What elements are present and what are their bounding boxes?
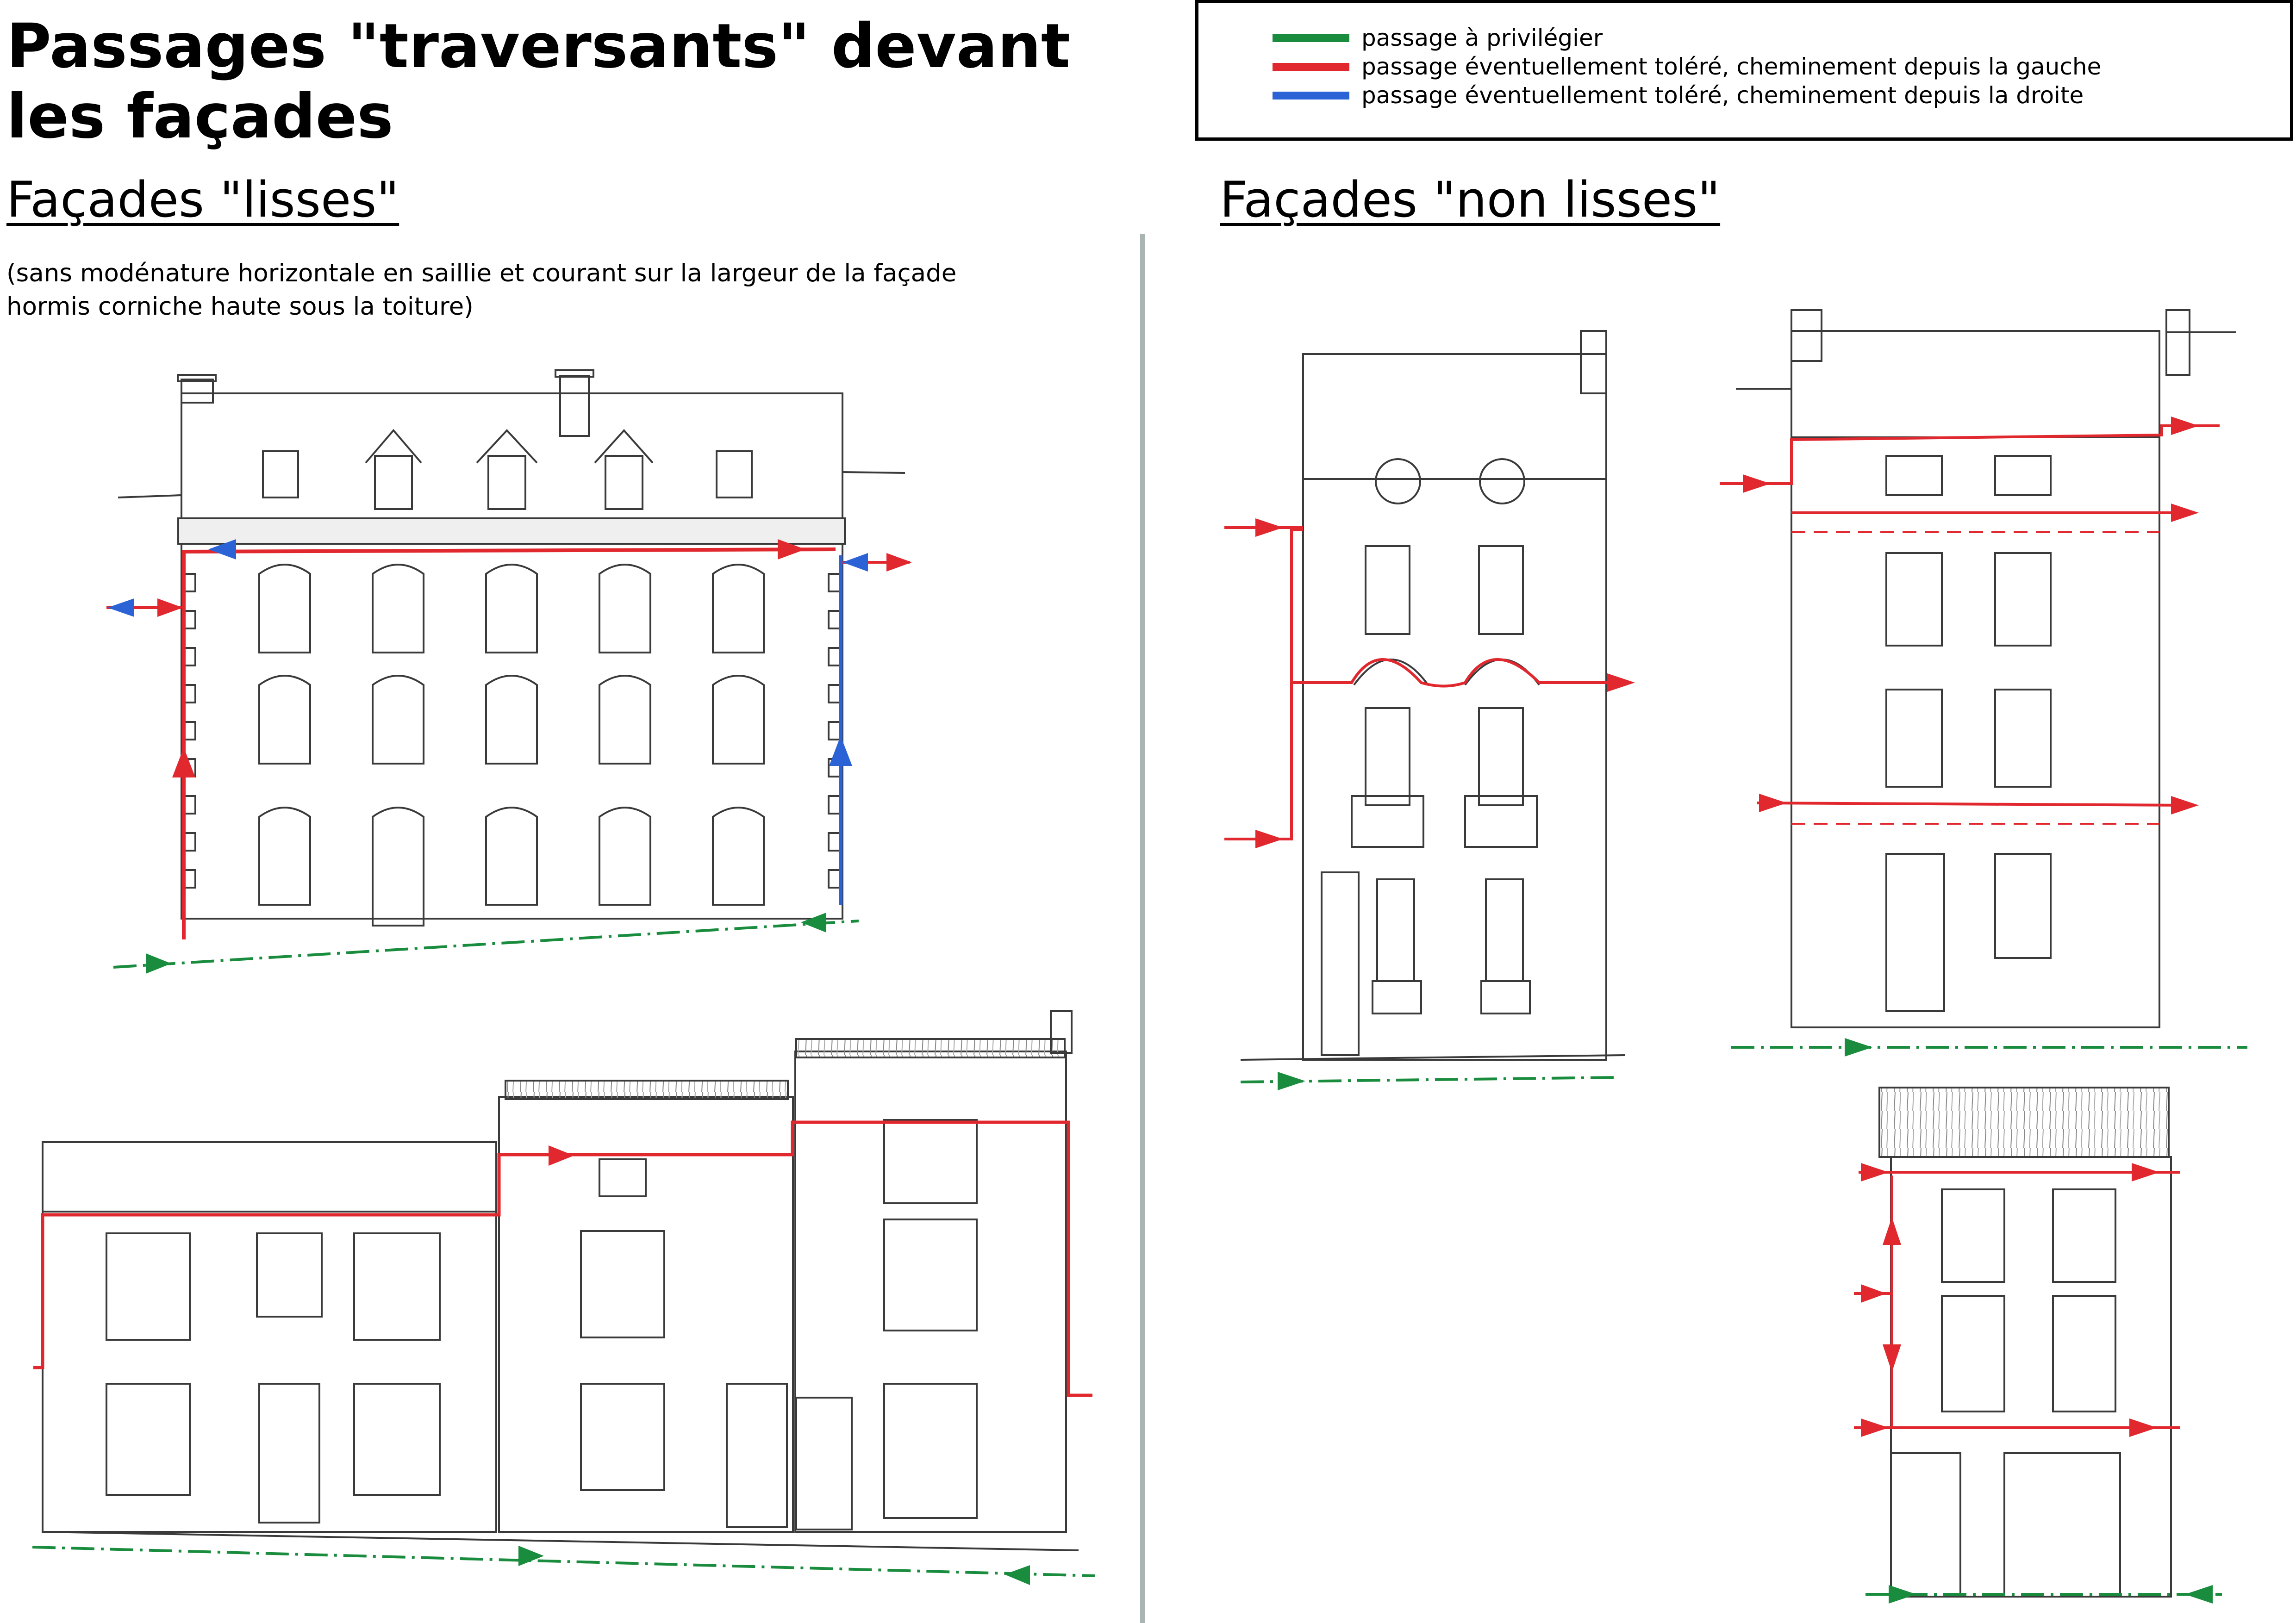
- legend-item-blue: [1273, 81, 2084, 109]
- buildings-smooth-bottom: [43, 1011, 1079, 1550]
- building-nonsmooth-c: [1879, 1088, 2171, 1597]
- legend-swatch-red: [1273, 63, 1349, 71]
- passages-nonsmooth-b: [1720, 417, 2247, 1057]
- passages-nonsmooth-c: [1854, 1163, 2222, 1604]
- legend-label: passage à privilégier: [1361, 25, 1603, 51]
- section-heading-nonsmooth: Façades "non lisses": [1220, 171, 1721, 228]
- legend-swatch-green: [1273, 34, 1349, 42]
- passages-nonsmooth-a: [1224, 518, 1635, 1090]
- legend-item-red: [1273, 53, 2101, 81]
- legend-swatch-blue: [1273, 92, 1349, 99]
- legend: [1195, 0, 2293, 141]
- legend-item-green: [1273, 24, 1603, 52]
- legend-label: passage éventuellement toléré, cheminement depuis la gauche: [1361, 53, 2102, 80]
- building-nonsmooth-b: [1736, 310, 2236, 1027]
- building-smooth-top: [118, 370, 905, 926]
- passages-smooth-top: [106, 539, 912, 974]
- legend-label: passage éventuellement toléré, cheminement depuis la droite: [1361, 82, 2084, 109]
- passages-smooth-bottom: [32, 1122, 1095, 1585]
- section-heading-smooth: Façades "lisses": [6, 171, 399, 228]
- section-note-smooth: (sans modénature horizontale en saillie et courant sur la largeur de la façade hormis corniche haute sous la toiture): [6, 259, 957, 321]
- windows-grid: [259, 565, 764, 926]
- page-title: Passages "traversants" devant les façades: [6, 11, 1070, 152]
- building-nonsmooth-a: [1241, 331, 1625, 1060]
